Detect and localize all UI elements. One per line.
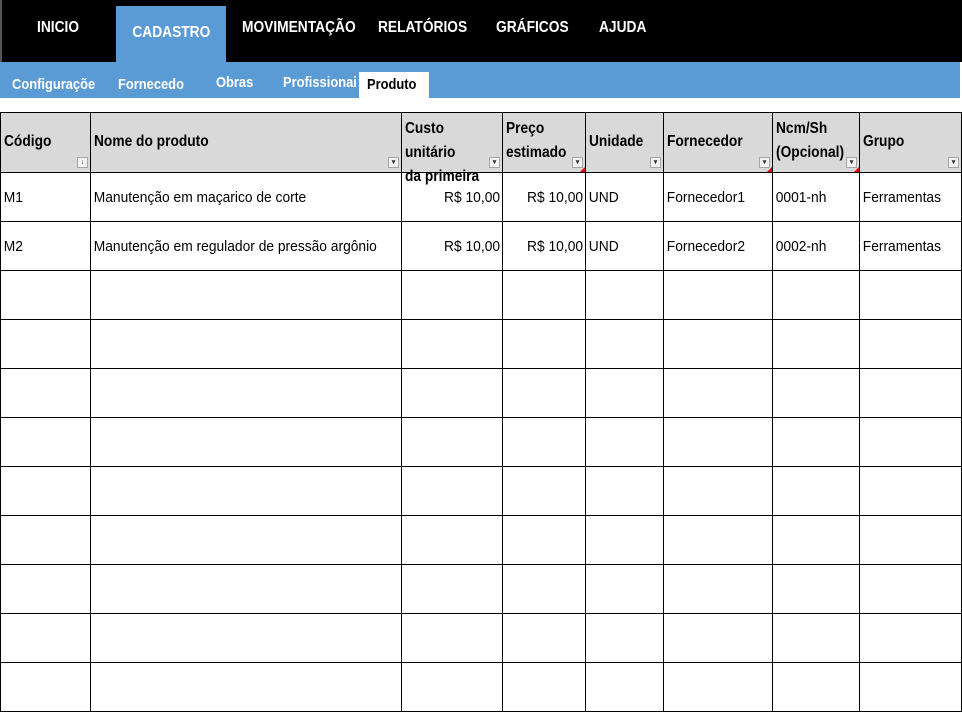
nav-graficos[interactable]: GRÁFICOS <box>496 19 569 36</box>
table-cell[interactable] <box>402 271 503 320</box>
column-header-label: Ncm/Sh (Opcional) <box>776 120 845 161</box>
subtab-profissionais[interactable]: Profissionai <box>283 74 357 91</box>
table-cell[interactable] <box>402 663 503 712</box>
table-cell[interactable] <box>773 222 860 271</box>
main-nav-bar <box>0 0 962 62</box>
table-cell[interactable] <box>91 663 402 712</box>
column-header-unidade[interactable] <box>586 113 664 173</box>
table-cell[interactable] <box>91 369 402 418</box>
cell-value: Fornecedor2 <box>666 237 746 255</box>
table-cell[interactable] <box>664 222 773 271</box>
column-header-nome[interactable] <box>91 113 402 173</box>
table-cell[interactable] <box>773 320 860 369</box>
table-cell[interactable] <box>1 467 91 516</box>
table-cell[interactable] <box>664 369 773 418</box>
table-cell[interactable] <box>402 516 503 565</box>
table-cell[interactable] <box>860 320 962 369</box>
table-cell[interactable] <box>1 369 91 418</box>
table-cell[interactable] <box>586 320 664 369</box>
table-cell[interactable] <box>860 418 962 467</box>
nav-ajuda[interactable]: AJUDA <box>599 19 647 36</box>
table-cell[interactable] <box>664 565 773 614</box>
cell-value: R$ 10,00 <box>527 237 584 255</box>
table-cell[interactable] <box>773 173 860 222</box>
column-header-label: Nome do produto <box>94 133 209 150</box>
subtab-fornecedores[interactable]: Fornecedo <box>118 76 184 93</box>
nav-movimentacao[interactable]: MOVIMENTAÇÃO <box>242 19 356 36</box>
table-cell[interactable] <box>860 222 962 271</box>
table-row-empty <box>1 565 962 614</box>
table-cell[interactable] <box>503 663 586 712</box>
table-cell[interactable] <box>1 418 91 467</box>
table-cell[interactable] <box>1 663 91 712</box>
sort-filter-icon[interactable]: ↓ <box>77 157 88 168</box>
table-row-empty <box>1 516 962 565</box>
table-cell[interactable] <box>664 320 773 369</box>
table-cell[interactable] <box>1 222 91 271</box>
table-cell[interactable] <box>503 467 586 516</box>
table-cell[interactable] <box>91 565 402 614</box>
nav-cadastro-label: CADASTRO <box>132 24 210 41</box>
cell-value: UND <box>588 237 619 255</box>
table-cell[interactable] <box>586 663 664 712</box>
subtab-configuracoes[interactable]: Configuraçõe <box>12 76 96 93</box>
table-cell[interactable] <box>860 271 962 320</box>
table-cell[interactable] <box>860 516 962 565</box>
spacer <box>0 98 960 112</box>
comment-indicator-icon <box>767 167 772 172</box>
table-cell[interactable] <box>586 565 664 614</box>
filter-dropdown-icon[interactable]: ▾ <box>572 157 583 168</box>
cell-value: Ferramentas <box>862 188 941 206</box>
table-cell[interactable] <box>773 565 860 614</box>
table-cell[interactable] <box>773 418 860 467</box>
cell-value: R$ 10,00 <box>444 188 501 206</box>
column-header-label: Grupo <box>863 133 905 150</box>
cell-value: Ferramentas <box>862 237 941 255</box>
subtab-obras[interactable]: Obras <box>216 74 254 91</box>
table-cell[interactable] <box>402 222 503 271</box>
subtab-produto-label: Produto <box>367 76 417 93</box>
filter-dropdown-icon[interactable]: ▾ <box>846 157 857 168</box>
table-cell[interactable] <box>91 516 402 565</box>
filter-dropdown-icon[interactable]: ▾ <box>759 157 770 168</box>
table-cell[interactable] <box>664 614 773 663</box>
column-header-label: Código <box>4 133 52 150</box>
table-cell[interactable] <box>773 614 860 663</box>
product-table <box>0 112 962 712</box>
table-cell[interactable] <box>773 271 860 320</box>
table-cell[interactable] <box>1 320 91 369</box>
cell-value: 0002-nh <box>775 237 827 255</box>
filter-dropdown-icon[interactable]: ▾ <box>388 157 399 168</box>
column-header-label: Unidade <box>589 133 644 150</box>
table-cell[interactable] <box>586 173 664 222</box>
table-cell[interactable] <box>402 369 503 418</box>
cell-value: UND <box>588 188 619 206</box>
column-header-preco[interactable] <box>503 113 586 173</box>
subtab-produto[interactable] <box>359 72 429 98</box>
table-cell[interactable] <box>664 663 773 712</box>
table-cell[interactable] <box>1 565 91 614</box>
table-cell[interactable] <box>503 565 586 614</box>
table-cell[interactable] <box>91 271 402 320</box>
table-row-empty <box>1 320 962 369</box>
table-cell[interactable] <box>503 418 586 467</box>
table-cell[interactable] <box>402 467 503 516</box>
table-cell[interactable] <box>860 565 962 614</box>
table-cell[interactable] <box>1 271 91 320</box>
table-cell[interactable] <box>1 614 91 663</box>
table-body <box>1 173 962 712</box>
cell-value: Fornecedor1 <box>666 188 746 206</box>
table-cell[interactable] <box>586 271 664 320</box>
table-cell[interactable] <box>503 320 586 369</box>
table-cell[interactable] <box>586 369 664 418</box>
table-cell[interactable] <box>91 614 402 663</box>
table-cell[interactable] <box>402 565 503 614</box>
cell-value: Manutenção em maçarico de corte <box>93 188 307 206</box>
cell-value: M1 <box>3 188 23 206</box>
nav-inicio[interactable]: INICIO <box>37 19 80 36</box>
table-cell[interactable] <box>503 222 586 271</box>
table-row-empty <box>1 418 962 467</box>
table-cell[interactable] <box>860 173 962 222</box>
table-cell[interactable] <box>91 320 402 369</box>
table-cell[interactable] <box>860 369 962 418</box>
column-header-label: Fornecedor <box>667 133 743 150</box>
table-cell[interactable] <box>773 369 860 418</box>
column-header-grupo[interactable] <box>860 113 962 173</box>
table-row-empty <box>1 271 962 320</box>
cell-value: Manutenção em regulador de pressão argônio <box>93 237 377 255</box>
table-cell[interactable] <box>773 516 860 565</box>
table-cell[interactable] <box>91 467 402 516</box>
table-cell[interactable] <box>586 467 664 516</box>
comment-indicator-icon <box>580 167 585 172</box>
table-cell[interactable] <box>503 614 586 663</box>
table-cell[interactable] <box>586 614 664 663</box>
nav-cadastro[interactable] <box>116 6 226 62</box>
table-cell[interactable] <box>1 173 91 222</box>
table-header-row <box>1 113 962 173</box>
table-cell[interactable] <box>586 516 664 565</box>
column-header-label: Custo unitário da primeira <box>405 120 480 185</box>
table-row-empty <box>1 369 962 418</box>
table-cell[interactable] <box>664 271 773 320</box>
column-header-label: Preço estimado <box>506 120 567 161</box>
table-cell[interactable] <box>1 516 91 565</box>
table-cell[interactable] <box>402 320 503 369</box>
table-cell[interactable] <box>503 369 586 418</box>
table-cell[interactable] <box>860 467 962 516</box>
sub-nav-bar <box>0 62 960 98</box>
table-cell[interactable] <box>664 418 773 467</box>
table-cell[interactable] <box>664 516 773 565</box>
table-cell[interactable] <box>91 418 402 467</box>
cell-value: R$ 10,00 <box>527 188 584 206</box>
table-cell[interactable] <box>773 663 860 712</box>
table-cell[interactable] <box>91 173 402 222</box>
filter-dropdown-icon[interactable]: ▾ <box>489 157 500 168</box>
cell-value: M2 <box>3 237 23 255</box>
cell-value: R$ 10,00 <box>444 237 501 255</box>
table-cell[interactable] <box>664 467 773 516</box>
table-row <box>1 222 962 271</box>
table-cell[interactable] <box>860 663 962 712</box>
cell-value: 0001-nh <box>775 188 827 206</box>
table-cell[interactable] <box>503 173 586 222</box>
filter-dropdown-icon[interactable]: ▾ <box>650 157 661 168</box>
table-row-empty <box>1 467 962 516</box>
table-row-empty <box>1 663 962 712</box>
table-cell[interactable] <box>773 467 860 516</box>
table-cell[interactable] <box>91 222 402 271</box>
column-header-codigo[interactable] <box>1 113 91 173</box>
filter-dropdown-icon[interactable]: ▾ <box>948 157 959 168</box>
table-row-empty <box>1 614 962 663</box>
table-cell[interactable] <box>586 222 664 271</box>
nav-relatorios[interactable]: RELATÓRIOS <box>378 19 468 36</box>
table-cell[interactable] <box>402 614 503 663</box>
table-cell[interactable] <box>402 418 503 467</box>
table-cell[interactable] <box>586 418 664 467</box>
table-cell[interactable] <box>503 516 586 565</box>
table-cell[interactable] <box>860 614 962 663</box>
table-cell[interactable] <box>503 271 586 320</box>
column-header-custo[interactable] <box>402 113 503 185</box>
table-cell[interactable] <box>664 173 773 222</box>
column-header-ncm[interactable] <box>773 113 860 173</box>
column-header-fornecedor[interactable] <box>664 113 773 173</box>
comment-indicator-icon <box>854 167 859 172</box>
